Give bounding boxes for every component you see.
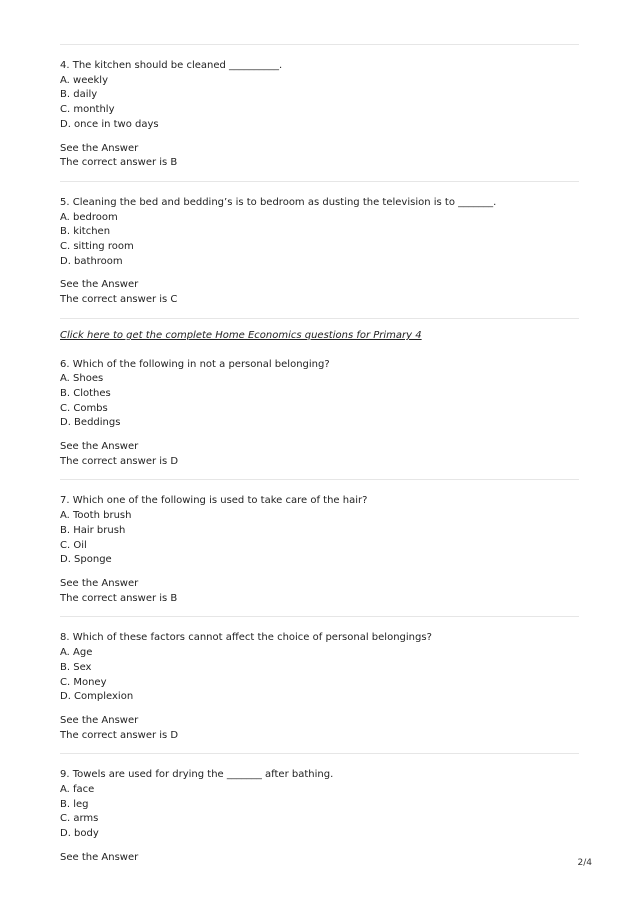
question-7 <box>60 480 579 616</box>
option-a: A. Age <box>60 647 93 659</box>
question-text: 5. Cleaning the bed and bedding’s is to bedroom as dusting the television is to _______. <box>60 196 497 208</box>
option-c: C. monthly <box>60 104 115 116</box>
option-d: D. Sponge <box>60 554 112 566</box>
option-a: A. Tooth brush <box>60 510 132 522</box>
option-b: B. kitchen <box>60 226 111 238</box>
question-text: 8. Which of these factors cannot affect the choice of personal belongings? <box>60 632 432 644</box>
promo-section <box>60 319 579 344</box>
option-a: A. face <box>60 784 95 796</box>
see-answer-toggle[interactable]: See the Answer <box>60 142 139 154</box>
question-text: 6. Which of the following in not a personal belonging? <box>60 358 330 370</box>
option-a: A. bedroom <box>60 211 118 223</box>
correct-answer: The correct answer is D <box>60 455 179 467</box>
option-d: D. bathroom <box>60 255 123 267</box>
option-d: D. Complexion <box>60 691 134 703</box>
option-c: C. sitting room <box>60 241 134 253</box>
option-b: B. Sex <box>60 661 92 673</box>
question-6 <box>60 344 579 480</box>
option-a: A. Shoes <box>60 373 104 385</box>
question-text: 4. The kitchen should be cleaned __________. <box>60 60 283 71</box>
option-d: D. once in two days <box>60 118 159 130</box>
question-text: 7. Which one of the following is used to take care of the hair? <box>60 495 368 507</box>
option-c: C. Oil <box>60 539 87 551</box>
option-d: D. body <box>60 828 99 840</box>
option-c: C. Money <box>60 676 107 688</box>
option-a: A. weekly <box>60 74 108 86</box>
question-4 <box>60 45 579 181</box>
option-c: C. arms <box>60 813 99 825</box>
complete-questions-link[interactable]: Click here to get the complete Home Economics questions for Primary 4 <box>60 329 422 341</box>
option-d: D. Beddings <box>60 417 121 429</box>
question-text: 9. Towels are used for drying the _______ after bathing. <box>60 769 334 781</box>
question-8 <box>60 617 579 753</box>
see-answer-toggle[interactable]: See the Answer <box>60 714 139 726</box>
option-c: C. Combs <box>60 402 108 414</box>
see-answer-toggle[interactable]: See the Answer <box>60 577 139 589</box>
option-b: B. leg <box>60 798 89 810</box>
correct-answer: The correct answer is B <box>60 157 178 169</box>
option-b: B. Hair brush <box>60 524 126 536</box>
document-page <box>60 44 579 876</box>
see-answer-toggle[interactable]: See the Answer <box>60 851 139 863</box>
see-answer-toggle[interactable]: See the Answer <box>60 441 139 453</box>
option-b: B. daily <box>60 89 98 101</box>
question-5 <box>60 182 579 318</box>
correct-answer: The correct answer is B <box>60 592 178 604</box>
option-b: B. Clothes <box>60 387 111 399</box>
correct-answer: The correct answer is C <box>60 294 178 306</box>
page-number: 2/4 <box>577 858 592 868</box>
correct-answer: The correct answer is D <box>60 729 179 741</box>
see-answer-toggle[interactable]: See the Answer <box>60 279 139 291</box>
question-9 <box>60 754 579 875</box>
